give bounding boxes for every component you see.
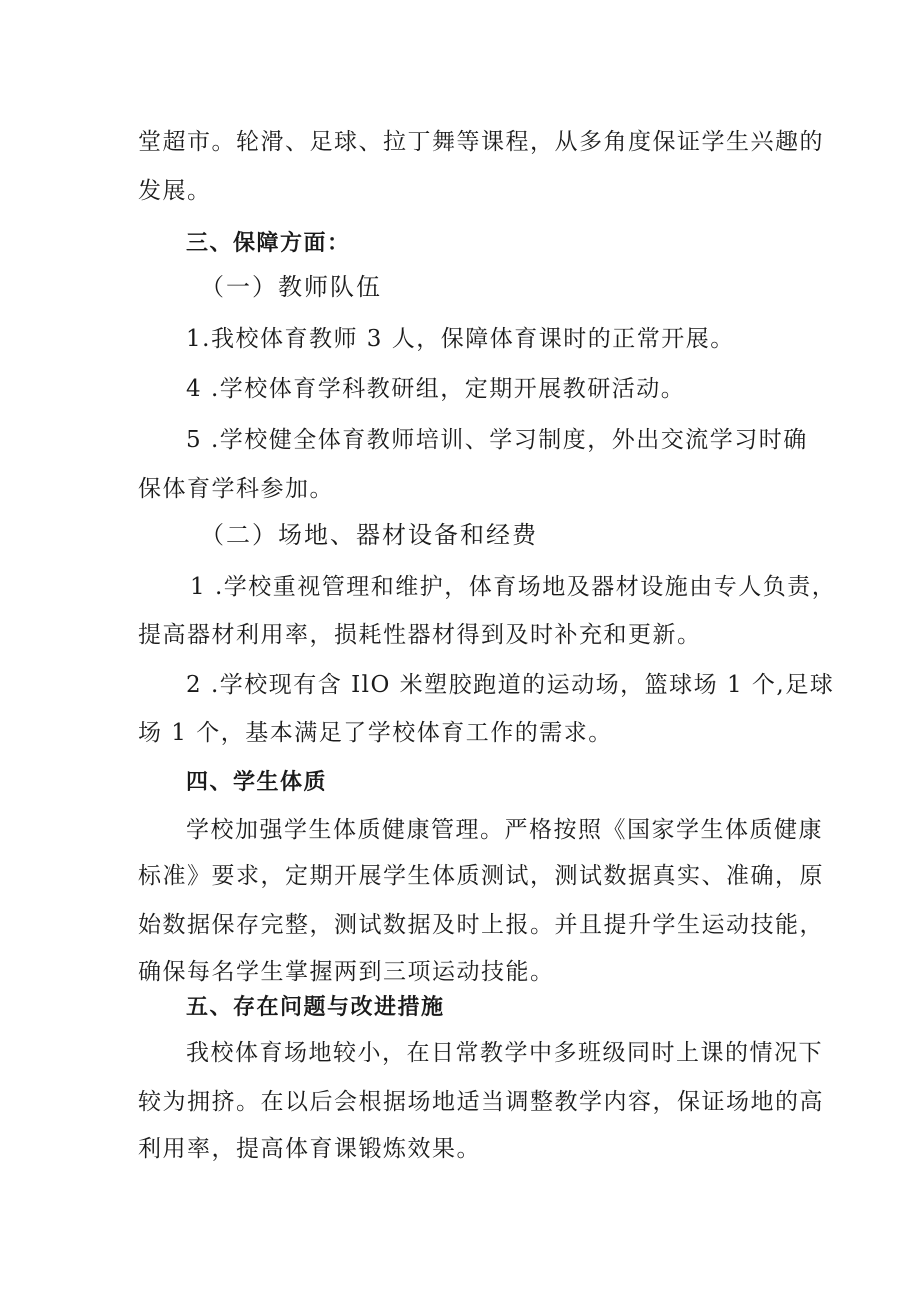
paragraph-line: 提高器材利用率，损耗性器材得到及时补充和更新。 bbox=[138, 622, 702, 648]
paragraph-line: 保体育学科参加。 bbox=[138, 476, 334, 502]
list-item: 1.我校体育教师 3 人，保障体育课时的正常开展。 bbox=[186, 326, 735, 352]
paragraph-line: 标准》要求，定期开展学生体质测试，测试数据真实、准确，原 bbox=[138, 863, 824, 889]
paragraph-line: 较为拥挤。在以后会根据场地适当调整教学内容，保证场地的高 bbox=[138, 1089, 824, 1115]
paragraph-line: 场 1 个，基本满足了学校体育工作的需求。 bbox=[138, 720, 613, 746]
list-item: 4 .学校体育学科教研组，定期开展教研活动。 bbox=[186, 376, 686, 402]
list-item: 1 .学校重视管理和维护，体育场地及器材设施由专人负责， bbox=[190, 574, 837, 600]
section-heading: 四、学生体质 bbox=[186, 769, 328, 795]
paragraph-line: 我校体育场地较小，在日常教学中多班级同时上课的情况下 bbox=[186, 1040, 823, 1066]
subsection-heading: （一）教师队伍 bbox=[200, 273, 382, 301]
list-item: 2 .学校现有含 IlO 米塑胶跑道的运动场，篮球场 1 个,足球 bbox=[186, 672, 835, 698]
list-item: 5 .学校健全体育教师培训、学习制度，外出交流学习时确 bbox=[186, 427, 808, 453]
paragraph-line: 确保每名学生掌握两到三项运动技能。 bbox=[138, 959, 555, 985]
paragraph-line: 始数据保存完整，测试数据及时上报。并且提升学生运动技能， bbox=[138, 912, 824, 938]
section-heading: 三、保障方面： bbox=[186, 230, 351, 256]
paragraph-line: 发展。 bbox=[138, 178, 212, 204]
paragraph-line: 利用率，提高体育课锻炼效果。 bbox=[138, 1136, 481, 1162]
subsection-heading: （二）场地、器材设备和经费 bbox=[200, 521, 538, 549]
section-heading: 五、存在问题与改进措施 bbox=[186, 994, 445, 1020]
paragraph-line: 堂超市。轮滑、足球、拉丁舞等课程，从多角度保证学生兴趣的 bbox=[138, 129, 824, 155]
paragraph-line: 学校加强学生体质健康管理。严格按照《国家学生体质健康 bbox=[186, 817, 823, 843]
